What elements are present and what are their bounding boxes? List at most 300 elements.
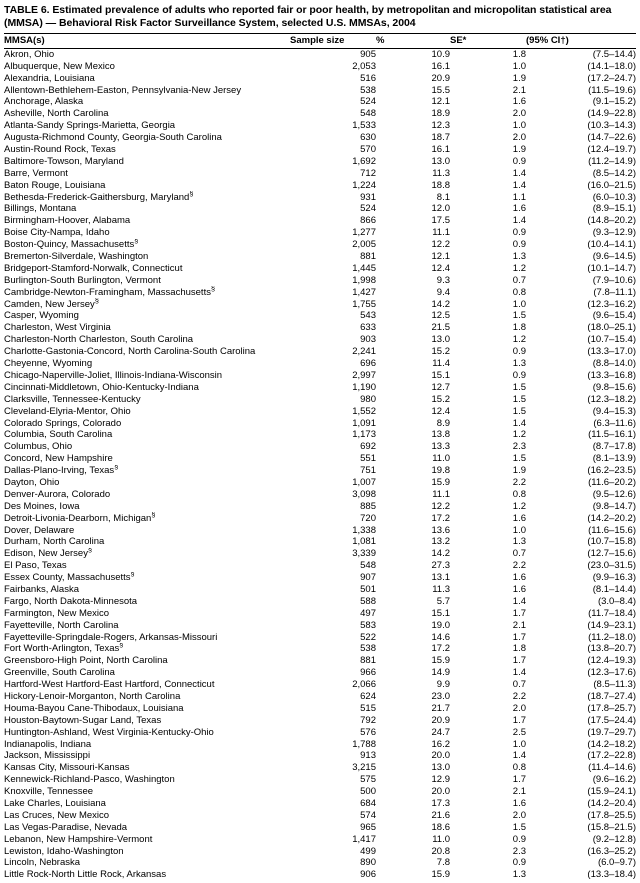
cell-sample-size: 913 [360, 750, 376, 762]
cell-percent: 17.2 [431, 643, 450, 655]
cell-percent: 16.1 [431, 60, 450, 72]
cell-sample-size: 881 [360, 655, 376, 667]
cell-percent: 12.1 [431, 251, 450, 263]
cell-ci: (15.8–21.5) [587, 821, 636, 833]
cell-sample-size: 515 [360, 702, 376, 714]
cell-se: 1.6 [512, 798, 526, 809]
cell-se: 1.6 [512, 512, 526, 524]
cell-area: Huntington-Ashland, West Virginia-Kentucky-Ohio [4, 726, 214, 738]
cell-se: 0.9 [512, 227, 526, 239]
table-row [4, 607, 636, 619]
table-row [4, 489, 636, 501]
cell-ci: (14.8–20.2) [587, 215, 636, 227]
cell-se: 1.2 [512, 334, 526, 346]
table-row [4, 762, 636, 774]
cell-percent: 12.0 [431, 203, 450, 215]
cell-sample-size: 1,091 [352, 417, 376, 429]
cell-sample-size: 696 [360, 358, 376, 370]
cell-se: 1.4 [512, 750, 526, 762]
cell-sample-size: 499 [360, 845, 376, 857]
cell-sample-size: 501 [360, 583, 376, 595]
cell-percent: 19.8 [431, 465, 450, 477]
cell-sample-size: 1,692 [352, 155, 376, 167]
cell-percent: 17.5 [431, 215, 450, 227]
cell-sample-size: 1,998 [352, 274, 376, 286]
cell-sample-size: 792 [360, 714, 376, 726]
column-header-area: MMSA(s) [4, 33, 290, 48]
cell-percent: 18.6 [431, 821, 450, 833]
cell-ci: (8.5–11.3) [593, 679, 636, 691]
table-row [4, 572, 636, 584]
table-row [4, 310, 636, 322]
cell-se: 1.5 [512, 821, 526, 833]
cell-ci: (11.6–15.6) [588, 524, 636, 536]
cell-area: Kansas City, Missouri-Kansas [4, 762, 130, 774]
cell-area: Detroit-Livonia-Dearborn, Michigan§ [4, 512, 290, 524]
cell-area: Kennewick-Richland-Pasco, Washington [4, 774, 175, 786]
cell-se: 2.5 [512, 726, 526, 738]
cell-sample-size: 3,215 [352, 762, 376, 774]
cell-percent: 13.6 [431, 524, 450, 536]
cell-area: Indianapolis, Indiana [4, 738, 92, 750]
cell-percent: 9.3 [436, 274, 450, 286]
cell-se: 1.5 [512, 405, 526, 417]
cell-area: Edison, New Jersey§ [4, 548, 290, 560]
cell-sample-size: 575 [360, 774, 376, 786]
cell-se: 1.8 [512, 48, 526, 60]
cell-area: Bridgeport-Stamford-Norwalk, Connecticut [4, 262, 183, 274]
cell-ci: (14.1–18.0) [587, 60, 636, 72]
cell-sample-size: 3,339 [352, 548, 376, 560]
cell-area: Cincinnati-Middletown, Ohio-Kentucky-Indiana [4, 381, 199, 393]
cell-percent: 13.0 [431, 155, 450, 167]
cell-se: 0.7 [512, 679, 526, 691]
cell-area: Barre, Vermont [4, 167, 68, 179]
footnote-marker: § [119, 643, 124, 650]
cell-sample-size: 1,755 [352, 298, 376, 310]
table-row [4, 132, 636, 144]
cell-percent: 15.9 [431, 476, 450, 488]
cell-percent: 12.3 [431, 120, 450, 132]
cell-ci: (8.5–14.2) [592, 167, 636, 179]
cell-area: Concord, New Hampshire [4, 453, 113, 465]
cell-se: 1.0 [512, 60, 526, 72]
cell-area: Austin-Round Rock, Texas [4, 144, 116, 156]
cell-area: Lebanon, New Hampshire-Vermont [4, 833, 153, 845]
cell-ci: (18.0–25.1) [587, 322, 636, 334]
cell-area: Allentown-Bethlehem-Easton, Pennsylvania-New Jersey [4, 84, 242, 96]
cell-percent: 7.8 [436, 857, 450, 869]
cell-se: 1.7 [512, 774, 526, 786]
cell-se: 0.8 [512, 488, 526, 500]
cell-ci: (13.3–18.4) [587, 869, 636, 881]
cell-sample-size: 1,427 [352, 286, 376, 298]
cell-percent: 20.8 [431, 845, 450, 857]
table-row [4, 382, 636, 394]
cell-sample-size: 1,445 [352, 262, 376, 274]
cell-sample-size: 1,417 [352, 833, 376, 845]
cell-ci: (8.8–14.0) [592, 358, 636, 370]
cell-percent: 12.4 [431, 262, 450, 274]
cell-sample-size: 965 [360, 821, 376, 833]
prevalence-table [4, 33, 636, 881]
table-header [4, 33, 636, 48]
cell-area: Houston-Baytown-Sugar Land, Texas [4, 714, 162, 726]
cell-percent: 18.9 [431, 108, 450, 120]
table-row [4, 203, 636, 215]
cell-ci: (18.7–27.4) [587, 690, 636, 702]
cell-area: Las Cruces, New Mexico [4, 809, 110, 821]
cell-se: 1.6 [512, 572, 526, 584]
cell-se: 1.5 [512, 310, 526, 322]
table-row [4, 548, 636, 560]
cell-area: Albuquerque, New Mexico [4, 60, 115, 72]
column-header-ci: (95% CI†) [526, 33, 636, 48]
cell-sample-size: 548 [360, 108, 376, 120]
cell-se: 1.6 [512, 583, 526, 595]
cell-area: Anchorage, Alaska [4, 96, 84, 108]
cell-ci: (8.7–17.8) [592, 441, 636, 453]
cell-sample-size: 548 [360, 560, 376, 572]
cell-ci: (12.4–19.3) [587, 655, 636, 667]
cell-area: Farmington, New Mexico [4, 607, 110, 619]
cell-area: Atlanta-Sandy Springs-Marietta, Georgia [4, 120, 176, 132]
cell-ci: (9.6–16.2) [592, 774, 636, 786]
cell-ci: (14.9–23.1) [587, 619, 636, 631]
cell-ci: (9.6–14.5) [592, 251, 636, 263]
cell-se: 1.0 [512, 738, 526, 750]
cell-se: 0.7 [512, 274, 526, 286]
cell-area: Bremerton-Silverdale, Washington [4, 251, 149, 263]
cell-sample-size: 684 [360, 798, 376, 809]
cell-percent: 13.3 [431, 441, 450, 453]
table-row [4, 726, 636, 738]
cell-area: Charleston, West Virginia [4, 322, 111, 334]
cell-area: Houma-Bayou Cane-Thibodaux, Louisiana [4, 702, 184, 714]
footnote-marker: § [210, 286, 215, 293]
cell-se: 1.3 [512, 536, 526, 548]
table-row [4, 655, 636, 667]
cell-percent: 11.4 [432, 358, 450, 370]
cell-se: 0.8 [512, 762, 526, 774]
cell-se: 1.3 [512, 358, 526, 370]
cell-se: 1.0 [512, 120, 526, 132]
table-row [4, 96, 636, 108]
cell-percent: 12.7 [431, 381, 450, 393]
cell-sample-size: 1,277 [352, 227, 376, 239]
cell-ci: (12.3–17.6) [587, 667, 636, 679]
cell-se: 1.6 [512, 96, 526, 108]
table-row [4, 72, 636, 84]
cell-area: Lewiston, Idaho-Washington [4, 845, 124, 857]
table-row [4, 833, 636, 845]
table-row [4, 239, 636, 251]
cell-se: 0.9 [512, 239, 526, 251]
cell-ci: (11.5–19.6) [588, 84, 636, 96]
table-row [4, 679, 636, 691]
table-body [4, 48, 636, 881]
cell-sample-size: 907 [360, 572, 376, 584]
cell-se: 2.2 [512, 560, 526, 572]
cell-percent: 17.3 [431, 798, 450, 809]
cell-ci: (19.7–29.7) [587, 726, 636, 738]
cell-percent: 15.1 [431, 369, 450, 381]
cell-area: Lake Charles, Louisiana [4, 798, 106, 809]
cell-area: Camden, New Jersey§ [4, 298, 290, 310]
table-row [4, 227, 636, 239]
cell-ci: (9.2–12.8) [592, 833, 636, 845]
cell-area: Hartford-West Hartford-East Hartford, Connecticut [4, 679, 215, 691]
cell-se: 0.9 [512, 346, 526, 358]
cell-percent: 14.2 [431, 298, 450, 310]
cell-percent: 11.3 [432, 167, 450, 179]
cell-se: 0.8 [512, 286, 526, 298]
cell-area: Denver-Aurora, Colorado [4, 488, 111, 500]
cell-ci: (9.8–14.7) [592, 500, 636, 512]
cell-area: Des Moines, Iowa [4, 500, 80, 512]
cell-area: El Paso, Texas [4, 560, 67, 572]
cell-area: Knoxville, Tennessee [4, 786, 94, 798]
table-row [4, 536, 636, 548]
table-row [4, 429, 636, 441]
cell-sample-size: 1,081 [352, 536, 376, 548]
cell-area: Burlington-South Burlington, Vermont [4, 274, 161, 286]
cell-percent: 11.3 [432, 583, 450, 595]
cell-percent: 8.1 [436, 191, 450, 203]
cell-ci: (8.1–14.4) [592, 583, 636, 595]
cell-ci: (12.4–19.7) [587, 144, 636, 156]
table-row [4, 596, 636, 608]
table-row [4, 120, 636, 132]
cell-ci: (9.9–16.3) [592, 572, 636, 584]
cell-percent: 23.0 [431, 690, 450, 702]
cell-area: Colorado Springs, Colorado [4, 417, 122, 429]
table-row [4, 560, 636, 572]
cell-percent: 17.2 [431, 512, 450, 524]
cell-se: 1.6 [512, 203, 526, 215]
cell-sample-size: 3,098 [352, 488, 376, 500]
cell-area: Fayetteville-Springdale-Rogers, Arkansas-Missouri [4, 631, 218, 643]
cell-area: Charleston-North Charleston, South Carolina [4, 334, 194, 346]
table-row [4, 703, 636, 715]
cell-percent: 13.0 [431, 334, 450, 346]
cell-ci: (9.3–12.9) [592, 227, 636, 239]
cell-area: Durham, North Carolina [4, 536, 105, 548]
cell-sample-size: 538 [360, 84, 376, 96]
cell-se: 1.3 [512, 869, 526, 881]
table-row [4, 275, 636, 287]
table-row [4, 334, 636, 346]
cell-percent: 15.1 [431, 607, 450, 619]
cell-percent: 20.9 [431, 714, 450, 726]
cell-sample-size: 538 [360, 643, 376, 655]
cell-percent: 13.1 [431, 572, 450, 584]
cell-se: 2.0 [512, 702, 526, 714]
table-row [4, 869, 636, 881]
cell-percent: 12.9 [431, 774, 450, 786]
table-row [4, 417, 636, 429]
table-row [4, 798, 636, 810]
cell-area: Fairbanks, Alaska [4, 583, 79, 595]
cell-se: 2.3 [512, 441, 526, 453]
table-row [4, 370, 636, 382]
cell-ci: (12.3–18.2) [587, 393, 636, 405]
table-row [4, 405, 636, 417]
cell-percent: 13.2 [431, 536, 450, 548]
cell-sample-size: 524 [360, 203, 376, 215]
cell-se: 1.4 [512, 215, 526, 227]
cell-se: 1.8 [512, 643, 526, 655]
table-row [4, 108, 636, 120]
cell-se: 2.1 [512, 786, 526, 798]
cell-sample-size: 1,007 [352, 476, 376, 488]
cell-sample-size: 890 [360, 857, 376, 869]
cell-percent: 24.7 [431, 726, 450, 738]
cell-sample-size: 1,190 [352, 381, 376, 393]
cell-se: 1.1 [512, 191, 526, 203]
table-row [4, 168, 636, 180]
cell-se: 0.9 [512, 369, 526, 381]
cell-sample-size: 522 [360, 631, 376, 643]
cell-ci: (13.3–17.0) [587, 346, 636, 358]
table-row [4, 774, 636, 786]
cell-percent: 12.2 [431, 500, 450, 512]
cell-percent: 21.7 [431, 702, 450, 714]
cell-ci: (7.8–11.1) [593, 286, 636, 298]
cell-ci: (6.3–11.6) [593, 417, 636, 429]
cell-percent: 18.7 [431, 132, 450, 144]
cell-area: Asheville, North Carolina [4, 108, 109, 120]
cell-sample-size: 583 [360, 619, 376, 631]
cell-ci: (14.7–22.6) [587, 132, 636, 144]
footnote-marker: § [189, 191, 194, 198]
table-row [4, 619, 636, 631]
cell-percent: 20.0 [431, 750, 450, 762]
cell-se: 0.7 [512, 548, 526, 560]
cell-percent: 12.5 [431, 310, 450, 322]
cell-ci: (9.5–12.6) [592, 488, 636, 500]
cell-area: Dover, Delaware [4, 524, 75, 536]
cell-sample-size: 1,338 [352, 524, 376, 536]
cell-percent: 5.7 [436, 595, 450, 607]
cell-ci: (11.7–18.4) [588, 607, 636, 619]
cell-percent: 15.2 [431, 346, 450, 358]
cell-area: Billings, Montana [4, 203, 77, 215]
column-header-se: SE* [450, 33, 526, 48]
table-header-row [4, 33, 636, 48]
cell-percent: 18.8 [431, 179, 450, 191]
cell-percent: 15.2 [431, 393, 450, 405]
cell-se: 1.9 [512, 144, 526, 156]
table-row [4, 263, 636, 275]
cell-percent: 19.0 [431, 619, 450, 631]
cell-sample-size: 980 [360, 393, 376, 405]
cell-se: 1.2 [512, 262, 526, 274]
cell-se: 1.9 [512, 465, 526, 477]
cell-ci: (17.8–25.7) [587, 702, 636, 714]
cell-sample-size: 712 [360, 167, 376, 179]
footnote-marker: § [134, 238, 139, 245]
cell-area: Hickory-Lenoir-Morganton, North Carolina [4, 690, 181, 702]
cell-ci: (11.6–20.2) [588, 476, 636, 488]
cell-se: 1.8 [512, 322, 526, 334]
table-row [4, 286, 636, 298]
cell-ci: (10.7–15.8) [587, 536, 636, 548]
cell-se: 1.5 [512, 453, 526, 465]
table-row [4, 821, 636, 833]
footnote-marker: § [87, 548, 92, 555]
cell-ci: (11.5–16.1) [588, 429, 636, 441]
cell-sample-size: 1,552 [352, 405, 376, 417]
cell-sample-size: 903 [360, 334, 376, 346]
cell-percent: 13.8 [431, 429, 450, 441]
cell-ci: (12.7–15.6) [587, 548, 636, 560]
cell-percent: 20.0 [431, 786, 450, 798]
cell-ci: (8.1–13.9) [592, 453, 636, 465]
cell-percent: 8.9 [436, 417, 450, 429]
cell-se: 1.7 [512, 631, 526, 643]
cell-area: Essex County, Massachusetts§ [4, 572, 290, 584]
cell-ci: (10.7–15.4) [587, 334, 636, 346]
cell-ci: (14.9–22.8) [587, 108, 636, 120]
cell-sample-size: 497 [360, 607, 376, 619]
cell-se: 1.4 [512, 667, 526, 679]
cell-se: 1.5 [512, 393, 526, 405]
cell-area: Las Vegas-Paradise, Nevada [4, 821, 128, 833]
cell-sample-size: 2,066 [352, 679, 376, 691]
table-row [4, 750, 636, 762]
table-row [4, 358, 636, 370]
cell-sample-size: 2,241 [352, 346, 376, 358]
cell-se: 1.2 [512, 500, 526, 512]
cell-sample-size: 881 [360, 251, 376, 263]
cell-se: 1.5 [512, 381, 526, 393]
cell-percent: 9.9 [436, 679, 450, 691]
table-row [4, 738, 636, 750]
cell-ci: (10.4–14.1) [587, 239, 636, 251]
cell-ci: (10.1–14.7) [587, 262, 636, 274]
cell-sample-size: 720 [360, 512, 376, 524]
cell-ci: (14.2–20.4) [587, 798, 636, 809]
cell-sample-size: 692 [360, 441, 376, 453]
cell-se: 2.3 [512, 845, 526, 857]
cell-percent: 9.4 [436, 286, 450, 298]
cell-ci: (12.3–16.2) [587, 298, 636, 310]
cell-ci: (17.8–25.5) [587, 809, 636, 821]
table-row [4, 465, 636, 477]
cell-area: Baltimore-Towson, Maryland [4, 155, 124, 167]
cell-sample-size: 885 [360, 500, 376, 512]
cell-sample-size: 588 [360, 595, 376, 607]
table-row [4, 48, 636, 60]
cell-percent: 10.9 [431, 48, 450, 60]
cell-sample-size: 1,173 [352, 429, 376, 441]
cell-area: Lincoln, Nebraska [4, 857, 81, 869]
cell-sample-size: 905 [360, 48, 376, 60]
cell-percent: 27.3 [431, 560, 450, 572]
cell-area: Baton Rouge, Louisiana [4, 179, 106, 191]
cell-percent: 11.1 [432, 227, 450, 239]
cell-ci: (13.3–16.8) [587, 369, 636, 381]
table-row [4, 191, 636, 203]
cell-area: Boston-Quincy, Massachusetts§ [4, 239, 290, 251]
cell-se: 1.0 [512, 524, 526, 536]
table-row [4, 667, 636, 679]
cell-sample-size: 1,788 [352, 738, 376, 750]
cell-area: Jackson, Mississippi [4, 750, 91, 762]
cell-area: Dallas-Plano-Irving, Texas§ [4, 465, 290, 477]
cell-ci: (10.3–14.3) [587, 120, 636, 132]
